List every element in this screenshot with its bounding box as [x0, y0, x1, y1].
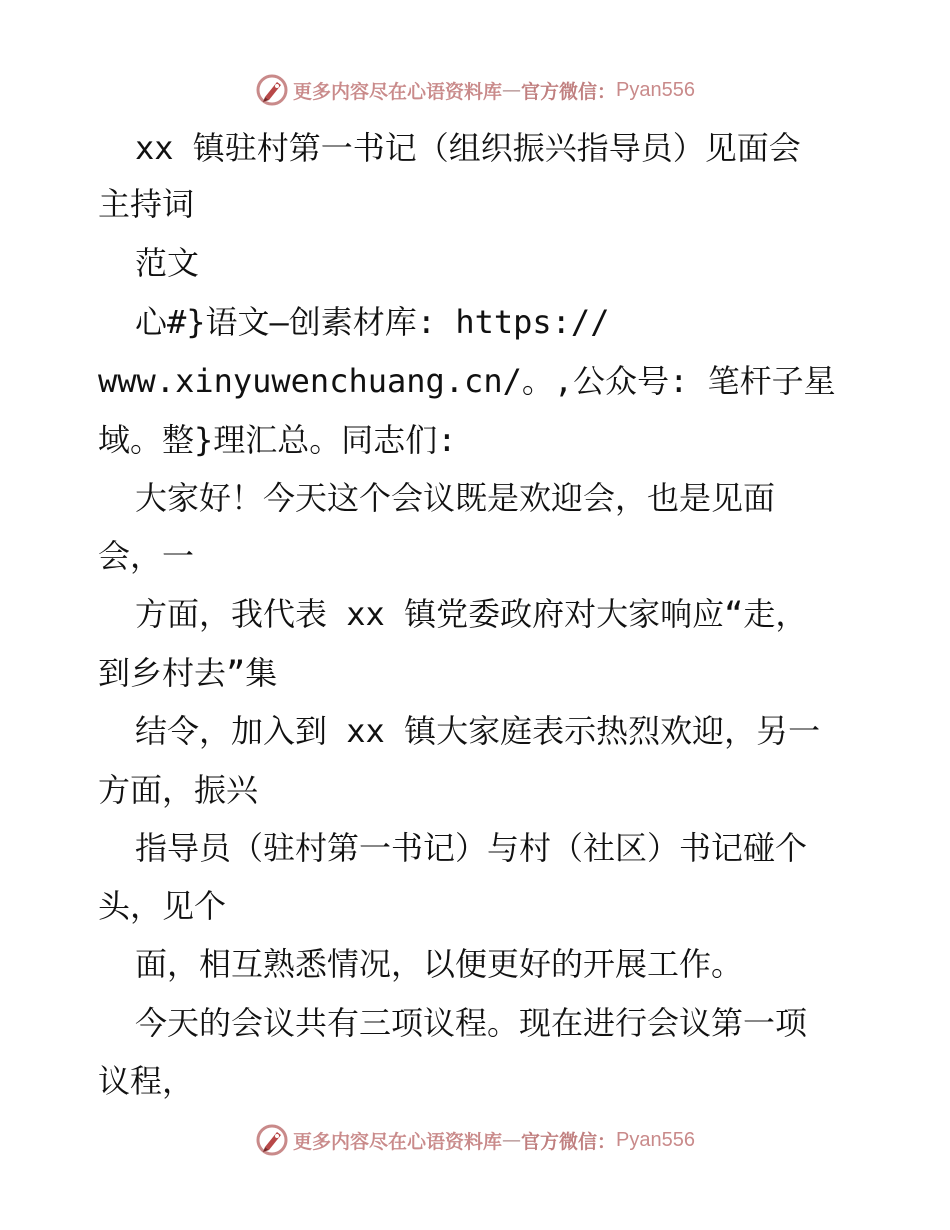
- body-line: 到乡村去”集: [98, 654, 278, 692]
- banner-wechat-label: 官方微信：: [521, 1130, 617, 1153]
- footer-watermark-banner: [0, 1120, 950, 1160]
- body-line: 主持词: [98, 185, 195, 223]
- banner-wechat-label: 官方微信：: [521, 80, 617, 103]
- body-line: 面，相互熟悉情况，以便更好的开展工作。: [135, 945, 744, 983]
- banner-slogan: 更多内容尽在心语资料库: [293, 80, 503, 103]
- body-line: 域。整}理汇总。同志们:: [98, 421, 457, 459]
- body-line: 方面，我代表 xx 镇党委政府对大家响应“走，: [135, 595, 808, 633]
- body-line: 头，见个: [98, 887, 227, 925]
- header-watermark-banner: [0, 70, 950, 110]
- banner-slogan: 更多内容尽在心语资料库: [293, 1130, 503, 1153]
- banner-wechat-id: Pyan556: [616, 78, 695, 101]
- body-line: 方面，振兴: [98, 771, 259, 809]
- body-line: 结令，加入到 xx 镇大家庭表示热烈欢迎，另一: [135, 712, 821, 750]
- body-line: www.xinyuwenchuang.cn/。,公众号: 笔杆子星: [98, 362, 836, 400]
- body-line: 议程，: [98, 1062, 195, 1100]
- pen-nib-logo-icon: [255, 73, 289, 107]
- body-line: 会，一: [98, 537, 195, 575]
- body-line: 今天的会议共有三项议程。现在进行会议第一项: [135, 1004, 808, 1042]
- banner-separator: —: [502, 1129, 522, 1151]
- body-line: 指导员（驻村第一书记）与村（社区）书记碰个: [135, 829, 808, 867]
- body-line: 心#}语文—创素材库: https://: [135, 303, 610, 341]
- body-line: 大家好！今天这个会议既是欢迎会，也是见面: [135, 479, 776, 517]
- banner-wechat-id: Pyan556: [616, 1128, 695, 1151]
- body-line: xx 镇驻村第一书记（组织振兴指导员）见面会: [135, 129, 801, 167]
- body-line: 范文: [135, 244, 200, 282]
- banner-separator: —: [502, 79, 522, 101]
- pen-nib-logo-icon: [255, 1123, 289, 1157]
